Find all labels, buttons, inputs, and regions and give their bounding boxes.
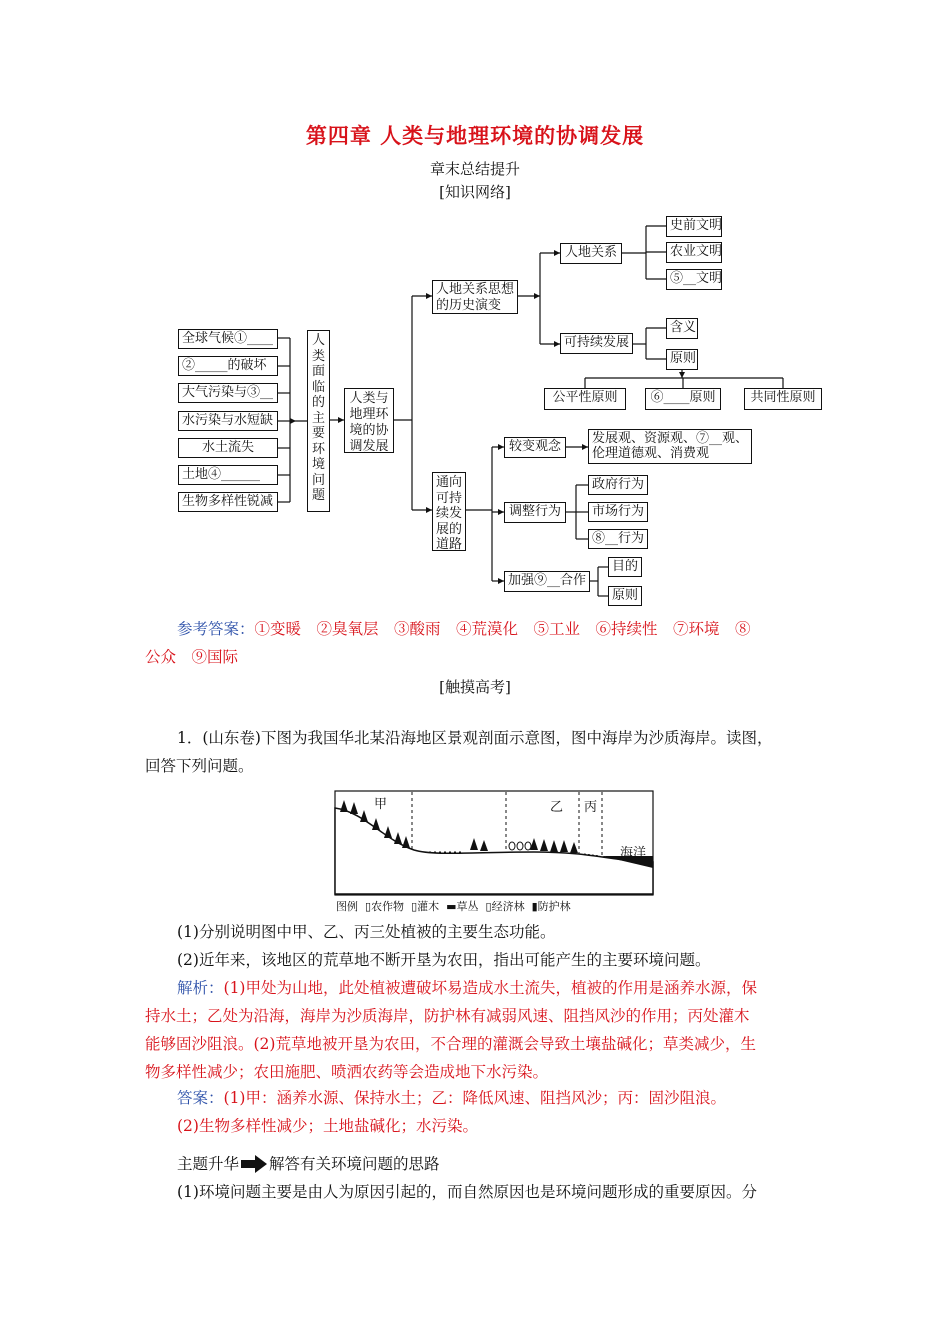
diagram-hanyi-box: 含义 [666, 318, 698, 339]
legend-crop: 农作物 [371, 900, 405, 913]
sub-question-2: (2)近年来，该地区的荒草地不断开垦为农田，指出可能产生的主要环境问题。 [177, 951, 711, 969]
legend-economic-forest: 经济林 [491, 900, 525, 913]
figure-label-jia: 甲 [374, 797, 388, 812]
diagram-behavior-government: 政府行为 [588, 475, 648, 495]
legend-economic-forest-icon: ▯ [485, 900, 492, 913]
reference-answers [145, 615, 813, 671]
answer-line2: (2)生物多样性减少；土地盐碱化；水污染。 [177, 1117, 478, 1135]
diagram-principle-fairness: 公平性原则 [544, 388, 626, 410]
page-subtitle: 章末总结提升 [429, 160, 520, 178]
diagram-left-item-3: 大气污染与③__ [178, 383, 278, 403]
legend-grass-icon: ▬ [446, 900, 457, 913]
diagram-jiaqiang-box: 加强⑨__合作 [504, 571, 590, 592]
diagram-jiaobian-box: 较变观念 [504, 437, 566, 458]
answers-label: 参考答案： [177, 620, 255, 638]
diagram-coop-purpose: 目的 [608, 557, 642, 577]
diagram-history-box: 人地关系思想的历史演变 [432, 280, 518, 314]
diagram-yuanze-box: 原则 [666, 349, 698, 370]
analysis-line4: 物多样性减少；农田施肥、喷洒农药等会造成地下水污染。 [145, 1063, 549, 1081]
figure-label-sea: 海洋 [620, 846, 647, 861]
analysis-block [145, 974, 813, 1086]
diagram-jiaobian-text-box [588, 429, 752, 464]
diagram-civ-blank: ⑤__文明 [666, 269, 722, 290]
legend-shrub: 灌木 [417, 900, 440, 913]
question-1-line1: 1．(山东卷)下图为我国华北某沿海地区景观剖面示意图，图中海岸为沙质海岸。读图， [177, 729, 773, 747]
theme-text: 解答有关环境问题的思路 [269, 1155, 440, 1173]
legend-shelter-forest: 防护林 [537, 900, 571, 913]
diagram-road-label: 通向可持续发展的道路 [436, 475, 463, 552]
page-title: 第四章 人类与地理环境的协调发展 [305, 123, 645, 148]
answer-block [145, 1084, 813, 1140]
answers-line1: ①变暖 ②臭氧层 ③酸雨 ④荒漠化 ⑤工业 ⑥持续性 ⑦环境 ⑧ [254, 620, 751, 638]
legend-shelter-forest-icon: ▮ [531, 900, 538, 913]
diagram-tiaozheng-box: 调整行为 [504, 502, 566, 523]
legend-grass: 草丛 [456, 900, 479, 913]
analysis-label: 解析： [177, 979, 224, 997]
diagram-left-item-5: 水土流失 [178, 438, 278, 458]
figure-legend [336, 898, 571, 914]
sub-question-1: (1)分别说明图中甲、乙、丙三处植被的主要生态功能。 [177, 923, 556, 941]
diagram-jiaobian-text-line1: 发展观、资源观、⑦__观、 [592, 431, 749, 446]
section-knowledge-network: [知识网络] [439, 183, 511, 201]
legend-shrub-icon: ▯ [411, 900, 418, 913]
diagram-civ-prehistoric: 史前文明 [666, 216, 722, 237]
diagram-left-item-1: 全球气候①____ [178, 329, 278, 349]
answer-label: 答案： [177, 1089, 224, 1107]
answers-line2: 公众 ⑨国际 [145, 648, 239, 666]
diagram-left-item-6: 土地④______ [178, 465, 278, 485]
diagram-environmental-problems-box [307, 330, 330, 512]
question-1 [145, 724, 813, 780]
analysis-line3: 能够固沙阻浪。(2)荒草地被开垦为农田，不合理的灌溉会导致土壤盐碱化；草类减少，生 [145, 1035, 756, 1053]
diagram-principle-blank: ⑥____原则 [645, 388, 721, 410]
section-exam: [触摸高考] [439, 678, 511, 696]
figure-label-bing: 丙 [584, 800, 598, 815]
diagram-left-item-7: 生物多样性锐减 [178, 492, 278, 512]
diagram-center-box: 人类与地理环境的协调发展 [344, 388, 394, 453]
theme-block [145, 1150, 813, 1206]
answer-line1: (1)甲：涵养水源、保持水土；乙：降低风速、阻挡风沙；丙：固沙阻浪。 [223, 1089, 726, 1107]
legend-title: 图例 [336, 900, 358, 913]
sub-questions [145, 918, 813, 974]
diagram-civ-agricultural: 农业文明 [666, 242, 722, 263]
diagram-behavior-market: 市场行为 [588, 502, 648, 522]
theme-label: 主题升华 [177, 1155, 240, 1173]
diagram-road-box [432, 472, 466, 551]
diagram-renwu-box: 人地关系 [560, 243, 622, 264]
analysis-line2: 持水土；乙处为沿海，海岸为沙质海岸，防护林有减弱风速、阻挡风沙的作用；丙处灌木 [145, 1007, 750, 1025]
question-1-line2: 回答下列问题。 [145, 757, 254, 775]
diagram-behavior-blank: ⑧__行为 [588, 529, 648, 549]
diagram-left-item-2: ②_____的破坏 [178, 356, 278, 376]
diagram-environmental-problems-label: 人类面临的主要环境问题 [311, 333, 325, 503]
diagram-principle-common: 共同性原则 [744, 388, 822, 410]
diagram-left-item-4: 水污染与水短缺 [178, 411, 278, 431]
figure-label-yi: 乙 [550, 800, 564, 815]
diagram-coop-principle: 原则 [608, 586, 642, 606]
legend-crop-icon: ▯ [365, 900, 372, 913]
arrow-right-icon [240, 1154, 268, 1174]
landscape-profile-figure [334, 790, 654, 914]
theme-line1: (1)环境问题主要是由人为原因引起的，而自然原因也是环境问题形成的重要原因。分 [177, 1183, 757, 1201]
diagram-jiaobian-text-line2: 伦理道德观、消费观 [592, 446, 710, 461]
diagram-sustain-box: 可持续发展 [560, 333, 633, 354]
analysis-line1: (1)甲处为山地，此处植被遭破坏易造成水土流失，植被的作用是涵养水源，保 [223, 979, 757, 997]
